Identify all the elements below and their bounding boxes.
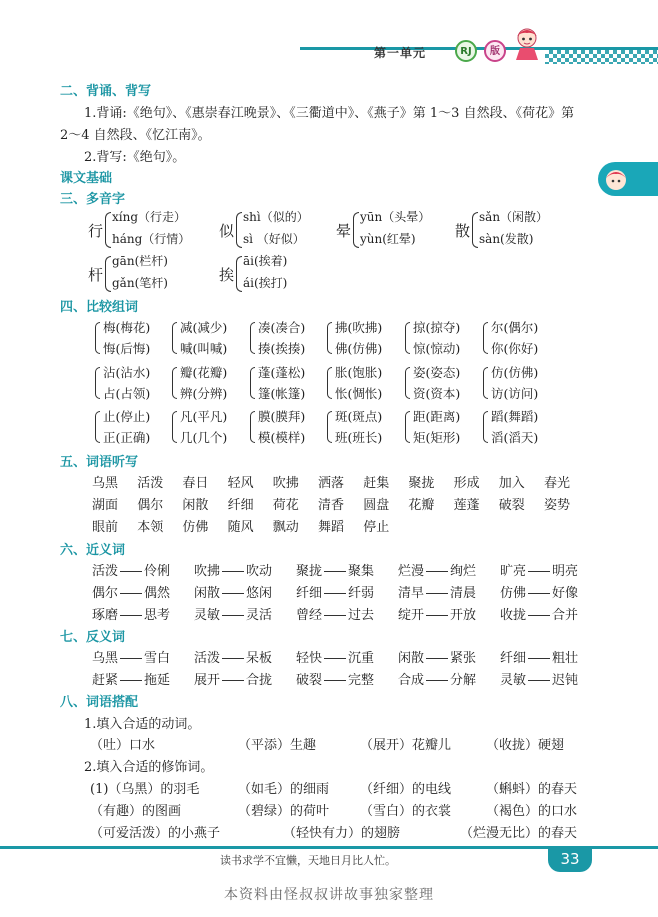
pair-dash xyxy=(120,593,142,594)
compare-word: 篷(帐篷) xyxy=(258,386,306,401)
compare-word: 悔(后悔) xyxy=(103,341,151,356)
pair-dash xyxy=(426,615,448,616)
pair-word-a: 纤细 xyxy=(296,586,323,601)
pair-dash xyxy=(222,593,244,594)
bracket xyxy=(483,322,488,354)
collocation-item: （如毛）的细雨 xyxy=(238,782,330,797)
pair-word-a: 偶尔 xyxy=(92,586,119,601)
polyphonic-char: 散 xyxy=(455,222,471,240)
bracket xyxy=(172,367,177,399)
bracket xyxy=(405,411,410,443)
dictation-word: 聚拢 xyxy=(408,476,435,491)
antonym-pair xyxy=(92,647,170,666)
synonym-pair xyxy=(398,604,476,623)
pair-word-b: 绚烂 xyxy=(450,564,477,579)
dictation-word: 圆盘 xyxy=(363,498,390,513)
pair-word-b: 好像 xyxy=(552,586,579,601)
section-compare-title: 四、比较组词 xyxy=(60,300,139,315)
synonym-pair xyxy=(500,560,578,579)
pair-dash xyxy=(528,593,550,594)
collocation-item: （平添）生趣 xyxy=(238,738,317,753)
collocation-item: （吐）口水 xyxy=(90,738,156,753)
antonym-pair xyxy=(296,669,374,688)
reading-b: háng（行情） xyxy=(112,232,191,246)
bracket xyxy=(95,411,100,443)
polyphonic-char: 挨 xyxy=(219,266,235,284)
pair-dash xyxy=(120,571,142,572)
bracket xyxy=(172,411,177,443)
dictation-word: 本领 xyxy=(137,520,164,535)
section-collocation-title: 八、词语搭配 xyxy=(60,695,139,710)
pair-word-b: 迟钝 xyxy=(552,673,579,688)
pair-word-b: 吹动 xyxy=(246,564,273,579)
dictation-word: 吹拂 xyxy=(272,476,299,491)
mascot-girl-icon xyxy=(512,26,542,62)
pair-dash xyxy=(120,615,142,616)
compare-word: 怅(惆怅) xyxy=(335,386,383,401)
pair-word-a: 收拢 xyxy=(500,608,527,623)
recite-line-2: 2～4 自然段、《忆江南》。 xyxy=(60,128,211,143)
side-mascot-icon xyxy=(603,166,629,192)
compare-word: 辨(分辨) xyxy=(180,386,228,401)
synonym-pair xyxy=(296,582,374,601)
dictation-word: 洒落 xyxy=(318,476,345,491)
reading-b: sì （好似） xyxy=(243,232,305,246)
pair-dash xyxy=(324,593,346,594)
pair-dash xyxy=(324,615,346,616)
pair-word-b: 悠闲 xyxy=(246,586,273,601)
synonym-pair xyxy=(194,560,272,579)
compare-word: 凑(凑合) xyxy=(258,320,306,335)
compare-word: 惊(惊动) xyxy=(413,341,461,356)
pair-word-a: 灵敏 xyxy=(500,673,527,688)
polyphonic-char: 晕 xyxy=(336,222,352,240)
dictation-word: 春光 xyxy=(544,476,571,491)
pair-word-b: 分解 xyxy=(450,673,477,688)
pair-word-a: 活泼 xyxy=(194,651,221,666)
reading-b: gǎn(笔杆) xyxy=(112,276,168,290)
pair-word-b: 拖延 xyxy=(144,673,171,688)
synonym-pair xyxy=(194,582,272,601)
dictation-word: 赶集 xyxy=(363,476,390,491)
page-number: 33 xyxy=(548,846,592,872)
compare-word: 几(几个) xyxy=(180,430,228,445)
synonym-pair xyxy=(500,604,578,623)
reading-b: sàn(发散) xyxy=(479,232,534,246)
pair-word-a: 吹拂 xyxy=(194,564,221,579)
compare-word: 蹈(舞蹈) xyxy=(491,409,539,424)
compare-word: 正(正确) xyxy=(103,430,151,445)
pair-word-b: 清晨 xyxy=(450,586,477,601)
dictation-word: 荷花 xyxy=(272,498,299,513)
source-note: 本资料由怪叔叔讲故事独家整理 xyxy=(224,887,434,903)
antonym-pair xyxy=(296,647,374,666)
compare-word: 沾(沾水) xyxy=(103,365,151,380)
reading-a: xíng（行走） xyxy=(112,210,187,224)
pair-word-b: 呆板 xyxy=(246,651,273,666)
compare-word: 占(占领) xyxy=(103,386,151,401)
dictation-word: 湖面 xyxy=(92,498,119,513)
compare-word: 膜(膜拜) xyxy=(258,409,306,424)
antonym-pair xyxy=(500,669,578,688)
dictation-word: 破裂 xyxy=(498,498,525,513)
bracket xyxy=(250,322,255,354)
synonym-pair xyxy=(500,582,578,601)
antonym-pair xyxy=(194,669,272,688)
dictation-word: 随风 xyxy=(227,520,254,535)
compare-word: 资(资本) xyxy=(413,386,461,401)
pair-dash xyxy=(222,680,244,681)
pair-word-a: 活泼 xyxy=(92,564,119,579)
dictation-word: 轻风 xyxy=(227,476,254,491)
pair-word-b: 过去 xyxy=(348,608,375,623)
footer-motto: 读书求学不宜懒，天地日月比人忙。 xyxy=(220,854,396,867)
pair-word-b: 粗壮 xyxy=(552,651,579,666)
dictation-word: 偶尔 xyxy=(137,498,164,513)
synonym-pair xyxy=(296,604,374,623)
pair-word-b: 聚集 xyxy=(348,564,375,579)
compare-word: 佛(仿佛) xyxy=(335,341,383,356)
bracket xyxy=(483,411,488,443)
pair-word-b: 明亮 xyxy=(552,564,579,579)
pair-dash xyxy=(324,658,346,659)
pair-word-b: 紧张 xyxy=(450,651,477,666)
antonym-pair xyxy=(398,647,476,666)
compare-word: 尔(偶尔) xyxy=(491,320,539,335)
pair-dash xyxy=(222,571,244,572)
synonym-pair xyxy=(92,582,170,601)
dictation-word: 花瓣 xyxy=(408,498,435,513)
pair-dash xyxy=(426,593,448,594)
synonym-pair xyxy=(296,560,374,579)
dictation-word: 形成 xyxy=(453,476,480,491)
compare-word: 减(减少) xyxy=(180,320,228,335)
page-header xyxy=(0,0,658,78)
pair-word-a: 旷亮 xyxy=(500,564,527,579)
compare-word: 仿(仿佛) xyxy=(491,365,539,380)
section-polyphonic-title: 三、多音字 xyxy=(60,192,126,207)
collocation-item: （有趣）的图画 xyxy=(90,804,182,819)
pair-word-b: 雪白 xyxy=(144,651,171,666)
bracket xyxy=(250,367,255,399)
antonym-pair xyxy=(194,647,272,666)
pair-word-b: 思考 xyxy=(144,608,171,623)
bracket xyxy=(483,367,488,399)
polyphonic-char: 行 xyxy=(88,222,104,240)
pair-dash xyxy=(324,571,346,572)
pair-word-a: 琢磨 xyxy=(92,608,119,623)
pair-dash xyxy=(426,680,448,681)
synonym-pair xyxy=(92,604,170,623)
pair-dash xyxy=(528,571,550,572)
pair-dash xyxy=(324,680,346,681)
reading-a: shì（似的） xyxy=(243,210,309,224)
collocation-item: （可爱活泼）的小燕子 xyxy=(90,826,221,841)
collocation-item: （展开）花瓣儿 xyxy=(360,738,452,753)
pair-word-b: 合并 xyxy=(552,608,579,623)
pair-word-a: 乌黑 xyxy=(92,651,119,666)
compare-word: 胀(饱胀) xyxy=(335,365,383,380)
synonym-pair xyxy=(398,560,476,579)
section-dictation-title: 五、词语听写 xyxy=(60,455,139,470)
antonym-pair xyxy=(92,669,170,688)
pair-word-a: 灵敏 xyxy=(194,608,221,623)
reading-a: sǎn（闲散） xyxy=(479,210,549,224)
reading-a: āi(挨着) xyxy=(243,254,288,268)
bracket xyxy=(405,322,410,354)
dictation-word: 加入 xyxy=(498,476,525,491)
section-antonyms-title: 七、反义词 xyxy=(60,630,126,645)
bracket xyxy=(327,367,332,399)
reading-b: yùn(红晕) xyxy=(360,232,416,246)
pair-word-b: 灵活 xyxy=(246,608,273,623)
section-recite-title: 二、背诵、背写 xyxy=(60,84,152,99)
dictation-word: 闲散 xyxy=(182,498,209,513)
dictation-word: 飘动 xyxy=(272,520,299,535)
pair-word-a: 轻快 xyxy=(296,651,323,666)
pair-word-a: 闲散 xyxy=(398,651,425,666)
pair-word-a: 合成 xyxy=(398,673,425,688)
pair-word-a: 闲散 xyxy=(194,586,221,601)
synonym-pair xyxy=(398,582,476,601)
compare-word: 滔(滔天) xyxy=(491,430,539,445)
pair-word-a: 展开 xyxy=(194,673,221,688)
compare-word: 访(访问) xyxy=(491,386,539,401)
pair-dash xyxy=(222,658,244,659)
dictation-word: 眼前 xyxy=(92,520,119,535)
compare-word: 梅(梅花) xyxy=(103,320,151,335)
pair-dash xyxy=(222,615,244,616)
compare-word: 揍(挨揍) xyxy=(258,341,306,356)
compare-word: 班(班长) xyxy=(335,430,383,445)
pair-dash xyxy=(120,680,142,681)
dictation-word: 舞蹈 xyxy=(318,520,345,535)
compare-word: 你(你好) xyxy=(491,341,539,356)
bracket xyxy=(172,322,177,354)
dictation-word: 活泼 xyxy=(137,476,164,491)
antonym-pair xyxy=(500,647,578,666)
polyphonic-char: 杆 xyxy=(88,266,104,284)
header-pattern xyxy=(545,50,658,64)
pair-word-a: 绽开 xyxy=(398,608,425,623)
pair-word-a: 清早 xyxy=(398,586,425,601)
bracket xyxy=(95,322,100,354)
section-synonyms-title: 六、近义词 xyxy=(60,543,126,558)
pair-word-b: 偶然 xyxy=(144,586,171,601)
collocation-item: (1)（乌黑）的羽毛 xyxy=(90,782,200,797)
section-basic-title: 课文基础 xyxy=(60,171,113,186)
collocation-task-2: 2.填入合适的修饰词。 xyxy=(84,760,214,775)
recite-line-3: 2.背写:《绝句》。 xyxy=(84,150,186,165)
compare-word: 模(模样) xyxy=(258,430,306,445)
pair-word-a: 仿佛 xyxy=(500,586,527,601)
bracket xyxy=(95,367,100,399)
compare-word: 矩(矩形) xyxy=(413,430,461,445)
bracket xyxy=(405,367,410,399)
compare-word: 止(停止) xyxy=(103,409,151,424)
compare-word: 斑(斑点) xyxy=(335,409,383,424)
pair-word-b: 纤弱 xyxy=(348,586,375,601)
antonym-pair xyxy=(398,669,476,688)
compare-word: 喊(叫喊) xyxy=(180,341,228,356)
pair-word-b: 伶俐 xyxy=(144,564,171,579)
collocation-item: （碧绿）的荷叶 xyxy=(238,804,330,819)
collocation-item: （雪白）的衣裳 xyxy=(360,804,452,819)
dictation-word: 仿佛 xyxy=(182,520,209,535)
compare-word: 掠(掠夺) xyxy=(413,320,461,335)
dictation-word: 停止 xyxy=(363,520,390,535)
collocation-item: （褐色）的口水 xyxy=(486,804,578,819)
compare-word: 姿(姿态) xyxy=(413,365,461,380)
synonym-pair xyxy=(194,604,272,623)
edition-badge-rj: RJ xyxy=(455,40,477,62)
compare-word: 凡(平凡) xyxy=(180,409,228,424)
dictation-word: 纤细 xyxy=(227,498,254,513)
collocation-item: （纤细）的电线 xyxy=(360,782,452,797)
reading-b: ái(挨打) xyxy=(243,276,288,290)
pair-dash xyxy=(426,571,448,572)
collocation-item: （蝌蚪）的春天 xyxy=(486,782,578,797)
bracket xyxy=(327,322,332,354)
pair-word-a: 曾经 xyxy=(296,608,323,623)
dictation-word: 清香 xyxy=(318,498,345,513)
polyphonic-char: 似 xyxy=(219,222,235,240)
pair-word-a: 聚拢 xyxy=(296,564,323,579)
reading-a: yūn（头晕） xyxy=(360,210,431,224)
pair-dash xyxy=(528,658,550,659)
collocation-task-1: 1.填入合适的动词。 xyxy=(84,717,201,732)
synonym-pair xyxy=(92,560,170,579)
pair-dash xyxy=(528,615,550,616)
unit-title: 第一单元 xyxy=(374,46,427,60)
pair-dash xyxy=(426,658,448,659)
compare-word: 瓣(花瓣) xyxy=(180,365,228,380)
pair-word-a: 破裂 xyxy=(296,673,323,688)
pair-word-b: 沉重 xyxy=(348,651,375,666)
edition-badge-ban: 版 xyxy=(484,40,506,62)
bracket xyxy=(327,411,332,443)
bracket xyxy=(250,411,255,443)
pair-dash xyxy=(528,680,550,681)
dictation-word: 姿势 xyxy=(544,498,571,513)
compare-word: 距(距离) xyxy=(413,409,461,424)
pair-word-b: 完整 xyxy=(348,673,375,688)
dictation-word: 乌黑 xyxy=(92,476,119,491)
collocation-item: （轻快有力）的翅膀 xyxy=(283,826,401,841)
collocation-item: （烂漫无比）的春天 xyxy=(460,826,578,841)
pair-word-a: 烂漫 xyxy=(398,564,425,579)
dictation-word: 春日 xyxy=(182,476,209,491)
pair-word-a: 纤细 xyxy=(500,651,527,666)
compare-word: 蓬(蓬松) xyxy=(258,365,306,380)
compare-word: 拂(吹拂) xyxy=(335,320,383,335)
collocation-item: （收拢）硬翅 xyxy=(486,738,565,753)
pair-word-b: 开放 xyxy=(450,608,477,623)
pair-word-b: 合拢 xyxy=(246,673,273,688)
reading-a: gān(栏杆) xyxy=(112,254,168,268)
pair-word-a: 赶紧 xyxy=(92,673,119,688)
pair-dash xyxy=(120,658,142,659)
recite-line-1: 1.背诵:《绝句》、《惠崇春江晚景》、《三衢道中》、《燕子》第 1～3 自然段、《荷花》第 xyxy=(84,106,575,121)
dictation-word: 莲蓬 xyxy=(453,498,480,513)
